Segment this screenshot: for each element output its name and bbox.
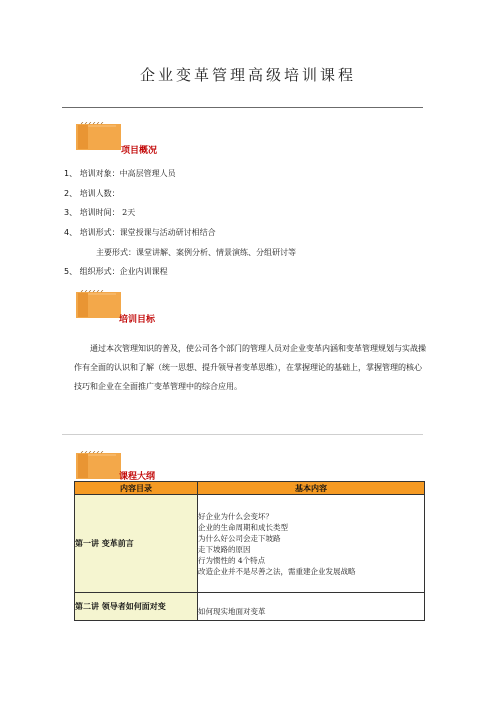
overview-item: 1、 培训对象：中高层管理人员	[64, 169, 176, 178]
content-line: 为什么好公司会走下坡路	[198, 533, 281, 543]
table-row	[75, 593, 425, 621]
notebook-icon	[76, 290, 122, 318]
section-title-goal: 培训目标	[119, 315, 156, 325]
content-cell	[198, 495, 425, 593]
section-divider	[62, 434, 423, 435]
overview-item: 主要形式：课堂讲解、案例分析、情景演练、分组研讨等	[96, 248, 296, 257]
overview-item: 2、 培训人数：	[64, 189, 120, 198]
content-line: 如何现实地面对变革	[198, 607, 266, 616]
content-line: 走下坡路的原因	[198, 544, 251, 554]
section-title-overview: 项目概况	[121, 146, 158, 156]
table-row	[75, 495, 425, 593]
overview-item: 3、 培训时间： 2天	[64, 208, 136, 217]
content-line: 行为惯性的 4个特点	[198, 555, 266, 565]
content-line: 好企业为什么会变坏？	[198, 511, 273, 521]
section-title-outline: 课程大纲	[119, 472, 156, 482]
table-header-row	[75, 482, 425, 495]
notebook-icon	[76, 122, 122, 150]
overview-item: 5、 组织形式：企业内训课程	[64, 267, 168, 276]
lecture-cell: 第二讲 领导者如何面对变	[75, 593, 198, 621]
header-cell: 基本内容	[198, 482, 425, 495]
overview-item: 4、 培训形式：课堂授课与活动研讨相结合	[64, 228, 216, 237]
document-title: 企业变革管理高级培训课程	[139, 66, 356, 84]
notebook-icon	[76, 451, 122, 479]
content-line: 企业的生命周期和成长类型	[198, 522, 288, 532]
content-line: 改造企业并不是尽善之法，需重建企业发展战略	[198, 566, 356, 576]
lecture-cell: 第一讲 变革前言	[75, 495, 198, 593]
title-divider	[62, 107, 423, 108]
header-cell: 内容目录	[75, 482, 198, 495]
course-outline-table	[74, 481, 425, 621]
goal-paragraph: 通过本次管理知识的普及，使公司各个部门的管理人员对企业变革内涵和变革管理规划与实战操作有全面的认识和了解（统一思想、提升领导者变革思维），在掌握理论的基础上，掌握管理的核心技巧和企业在全面推广变革管理中的综合应用。	[74, 344, 426, 391]
content-cell	[198, 593, 425, 621]
